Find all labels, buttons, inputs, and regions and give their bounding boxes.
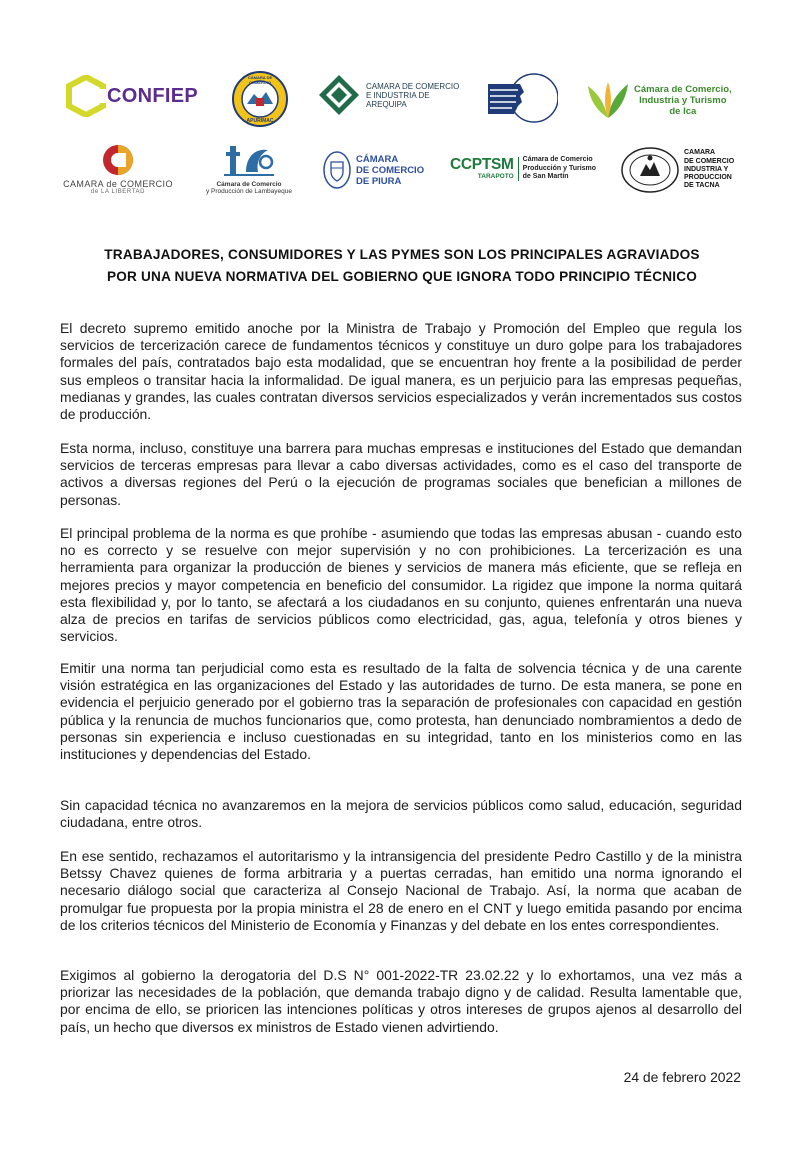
- libertad-line-1: CAMARA de COMERCIO: [63, 179, 173, 189]
- tacna-line-1: CAMARA: [684, 149, 716, 157]
- title-line-2: POR UNA NUEVA NORMATIVA DEL GOBIERNO QUE IGNORA TODO PRINCIPIO TÉCNICO: [107, 269, 697, 284]
- sanmartin-city: TARAPOTO: [477, 172, 514, 180]
- apurimac-top-text: CÁMARA DE COMERCIO: [247, 75, 273, 85]
- piura-seal-icon: [322, 150, 352, 190]
- tacna-line-5: DE TACNA: [684, 182, 720, 190]
- logo-tacna: [620, 146, 734, 194]
- sanmartin-line-3: de San Martín: [522, 173, 569, 180]
- title-line-1: TRABAJADORES, CONSUMIDORES Y LAS PYMES SON LOS PRINCIPALES AGRAVIADOS: [104, 247, 700, 262]
- sanmartin-line-1: Cámara de Comercio: [522, 156, 593, 163]
- lambayeque-line-1: Cámara de Comercio: [216, 181, 282, 188]
- lambayeque-line-2: y Producción de Lambayeque: [205, 188, 292, 195]
- sanmartin-wordmark: CCPTSM: [450, 155, 514, 173]
- logo-piura: [322, 150, 424, 190]
- sanmartin-line-2: Producción y Turismo: [522, 164, 597, 172]
- arequipa-line-1: CAMARA DE COMERCIO: [366, 81, 460, 91]
- ica-line-3: de Ica: [669, 105, 697, 117]
- tacna-line-4: PRODUCCION: [684, 174, 732, 182]
- confiep-wordmark: CONFIEP: [107, 84, 198, 107]
- tacna-seal-icon: [620, 146, 680, 194]
- libertad-line-2: de LA LIBERTAD: [90, 189, 146, 195]
- piura-line-3: DE PIURA: [356, 175, 402, 187]
- logo-apurimac: [231, 70, 289, 128]
- libertad-emblem-icon: [101, 143, 135, 177]
- paragraph-4: Emitir una norma tan perjudicial como esta es resultado de la falta de solvencia técnica y de una carente visión estratégica en las organizaciones del Estado y las autoridades de turno. De esta manera, se pone en evidencia el perjuicio generado por el gobierno tras la separación de profesionales con capacidad en gestión pública y la renuncia de muchos funcionarios que, como protesta, han denunciado nombramientos a dedo de personas sin experiencia e incluso cuestionadas en su integridad, tanto en los ministerios como en las instituciones y dependencias del Estado.: [60, 660, 742, 763]
- ica-line-2: Industria y Turismo: [639, 94, 727, 106]
- paragraph-1: El decreto supremo emitido anoche por la Ministra de Trabajo y Promoción del Empleo que regula los servicios de tercerización carece de fundamentos técnicos y constituye un duro golpe para los trabajadores formales del país, contratados bajo esta modalidad, que se encuentran hoy frente a la posibilidad de perder sus empleos o transitar hacia la informalidad. De igual manera, es un perjuicio para las empresas pequeñas, medianas y grandes, las cuales contratan diversos servicios especializados y verán incrementados sus costos de producción.: [60, 320, 742, 423]
- document-title: [60, 244, 744, 288]
- logo-libertad: [60, 143, 176, 201]
- confiep-emblem-icon: [66, 75, 106, 117]
- paragraph-3: El principal problema de la norma es que prohíbe - asumiendo que todas las empresas abusan - cuando esto no es correcto y se resuelve con mejor supervisión y no con prohibiciones. La tercerización es una herramienta para organizar la producción de bienes y servicios de manera más eficiente, que se refleja en mejores precios y mayor competencia en beneficio del consumidor. La rigidez que impone la norma quitará esta flexibilidad y, por lo tanto, se afectará a los ciudadanos en su conjunto, quienes enfrentarán una nueva alza de precios en tarifas de servicios públicos como electricidad, gas, agua, telefonía y otros bienes y servicios.: [60, 525, 742, 645]
- sanmartin-divider: [518, 157, 519, 181]
- logo-ica: [586, 80, 732, 120]
- ica-line-1: Cámara de Comercio,: [634, 83, 732, 95]
- tacna-line-3: INDUSTRIA Y: [684, 165, 729, 173]
- lambayeque-emblem-icon: [220, 142, 278, 178]
- paragraph-6: En ese sentido, rechazamos el autoritarismo y la intransigencia del presidente Pedro Castillo y de la ministra Betssy Chavez quienes de forma arbitraria y a puertas cerradas, han emitido una norma ignorando el necesario diálogo social que caracteriza al Consejo Nacional de Trabajo. Así, la norma que acaban de promulgar fue propuesta por la propia ministra el 28 de enero en el CNT y luego emitida pasando por encima de los criterios técnicos del Ministerio de Economía y Finanzas y del debate en los entes correspondientes.: [60, 848, 742, 933]
- document-date: 24 de febrero 2022: [623, 1069, 741, 1085]
- logo-arequipa: [318, 74, 459, 116]
- apurimac-bottom-text: APURIMAC: [246, 118, 274, 124]
- navy-profile-seal-icon: [484, 70, 558, 126]
- logo-lambayeque: [202, 142, 296, 200]
- arequipa-line-3: AREQUIPA: [366, 99, 407, 109]
- piura-line-1: CÁMARA: [356, 153, 399, 165]
- paragraph-7: Exigimos al gobierno la derogatoria del D.S N° 001-2022-TR 23.02.22 y lo exhortamos, una vez más a priorizar las necesidades de la población, que demanda trabajo digno y de calidad. Resulta lamentable que, por encima de ello, se prioricen las intenciones políticas y otros intereses de grupos ajenos al desarrollo del país, un hecho que diversos ex ministros de Estado vienen advirtiendo.: [60, 967, 742, 1035]
- piura-line-2: DE COMERCIO: [356, 164, 425, 176]
- paragraph-5: Sin capacidad técnica no avanzaremos en la mejora de servicios públicos como salud, educación, seguridad ciudadana, entre otros.: [60, 797, 742, 831]
- paragraph-2: Esta norma, incluso, constituye una barrera para muchas empresas e instituciones del Estado que demandan servicios de terceras empresas para llevar a cabo diversas actividades, como es el caso del transporte de activos a diversas regiones del Perú o la ejecución de programas sociales que benefician a millones de personas.: [60, 440, 742, 508]
- tacna-line-2: DE COMERCIO: [684, 157, 735, 165]
- logo-navy-chamber: [484, 70, 558, 126]
- logo-sanmartin: [450, 156, 596, 182]
- ica-leaf-icon: [586, 80, 630, 120]
- arequipa-line-2: E INDUSTRIA DE: [366, 90, 430, 100]
- arequipa-emblem-icon: [318, 74, 360, 116]
- logo-confiep: [66, 74, 198, 118]
